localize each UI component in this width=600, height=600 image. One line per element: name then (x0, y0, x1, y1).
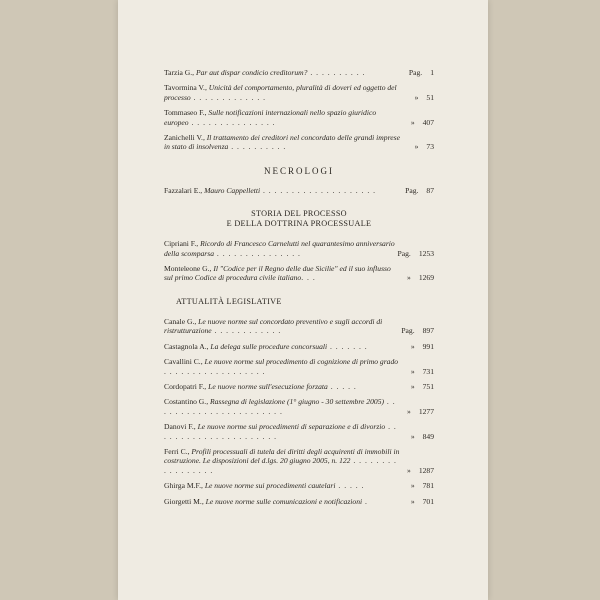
page-number: 751 (422, 381, 434, 391)
page-number: 781 (422, 481, 434, 491)
entry-author: Tarzia G., (164, 68, 196, 77)
toc-attualita (164, 317, 434, 506)
page-marker: » (407, 406, 411, 416)
entry-dots: . . . . . . . . . . (228, 142, 287, 152)
entry-dots: . . . . . (335, 481, 365, 491)
entry-author: Tavormina V., (164, 83, 209, 93)
section-heading-line: E DELLA DOTTRINA PROCESSUALE (226, 219, 372, 229)
toc-entry (164, 186, 434, 195)
toc-entry (164, 108, 434, 127)
page-marker: » (410, 431, 415, 441)
entry-title: Il trattamento dei creditori nel concordato delle grandi imprese in stato di insolvenza (164, 133, 400, 152)
entry-title: Rassegna di legislazione (1° giugno - 30 settembre 2005) (210, 397, 385, 407)
entry-author: Cordopatri F., (164, 381, 209, 391)
toc-entry (164, 422, 434, 441)
page-marker: Pag. (405, 185, 419, 195)
entry-dots: . . . . . . . . . . . . . . . . . . . . . . (164, 422, 397, 441)
toc-entry (164, 497, 434, 506)
page-number: 897 (422, 326, 434, 336)
page-number: 73 (426, 142, 434, 152)
page-marker: » (407, 273, 411, 283)
entry-title: Par aut dispar condicio creditorum? (195, 68, 308, 77)
entry-title: Le nuove norme sul procedimento di cognizione di primo grado (204, 357, 399, 367)
section-heading-storia (164, 209, 434, 229)
page-number: 731 (422, 366, 434, 376)
entry-title: Le nuove norme sull'esecuzione forzata (208, 381, 328, 391)
entry-title: Le nuove norme sul concordato preventivo e sugli accordi di ristrutturazione (164, 316, 383, 336)
entry-author: Tommaseo F., (164, 108, 209, 118)
entry-dots: . . . . . . . . . . (307, 68, 366, 77)
section-heading-necrologi: NECROLOGI (264, 165, 334, 176)
page-marker: » (410, 381, 415, 391)
entry-author: Danovi F., (164, 422, 198, 432)
page-marker: » (410, 481, 415, 491)
entry-dots: . . . . . . . . . . . . . . . (214, 248, 301, 258)
entry-title: Ricordo di Francesco Carnelutti nel quarantesimo anniversario della scomparsa (164, 239, 395, 258)
entry-dots: . . . . . . . . . . . . . (190, 92, 267, 102)
entry-dots: . . . . . . . . . . . . . . . . . . . . (260, 185, 377, 195)
page-number: 1 (430, 68, 434, 77)
toc-entry (164, 382, 434, 391)
section-heading-line: STORIA DEL PROCESSO (251, 209, 347, 219)
entry-dots: . . . . . (327, 381, 357, 391)
entry-dots: . . . . . . . . . . . . . . . . . (164, 456, 397, 475)
entry-author: Castagnola A., (164, 341, 211, 351)
toc-entry (164, 481, 434, 490)
page-marker: Pag. (401, 326, 415, 336)
toc-entry (164, 239, 434, 258)
toc-part1 (164, 68, 434, 152)
page-number: 1253 (418, 248, 434, 258)
entry-dots: . (362, 496, 368, 506)
toc-entry (164, 357, 434, 376)
entry-author: Cavallini C., (164, 357, 205, 367)
page-number: 1269 (418, 273, 434, 283)
page-marker: Pag. (397, 248, 411, 258)
toc-entry (164, 133, 434, 152)
entry-dots: . . . . . . . (327, 341, 368, 351)
entry-author: Ferri C., (164, 446, 192, 456)
toc-entry (164, 447, 434, 475)
toc-entry (164, 68, 434, 77)
page-marker: » (410, 496, 415, 506)
entry-author: Cipriani F., (164, 239, 201, 249)
entry-title: Il "Codice per il Regno delle due Sicilie" ed il suo influsso sul primo Codice di procedura civile italiano (164, 264, 391, 283)
page-marker: » (407, 465, 411, 475)
toc-entry (164, 397, 434, 416)
entry-title: Le nuove norme sulle comunicazioni e notificazioni (205, 496, 363, 506)
entry-dots: . . . . . . . . . . . . (211, 326, 282, 336)
page-number: 407 (422, 117, 434, 127)
toc-entry (164, 264, 434, 283)
entry-dots: . . . . . . . . . . . . . . . . . . . . . . . (164, 397, 396, 416)
entry-author: Ghirga M.F., (164, 481, 205, 491)
toc-entry (164, 342, 434, 351)
page-marker: » (410, 341, 415, 351)
entry-title: Profili processuali di tutela dei diritti degli acquirenti di immobili in costruzione. Le disposizioni del d.lgs. 20 giugno 2005, n. 122 (164, 446, 400, 466)
entry-author: Giorgetti M., (164, 496, 206, 506)
table-of-contents (164, 68, 434, 512)
entry-title: Unicità del comportamento, pluralità di doveri ed oggetto del processo (164, 83, 397, 102)
entry-dots: . . . (301, 273, 316, 283)
page-number: 1277 (418, 406, 434, 416)
page-marker: » (410, 117, 415, 127)
page-marker: » (410, 366, 415, 376)
entry-dots: . . . . . . . . . . . . . . . . . . (164, 366, 266, 376)
page-number: 991 (422, 341, 434, 351)
entry-title: Le nuove norme sui procedimenti di separazione e di divorzio (197, 422, 386, 432)
entry-title: Sulle notificazioni internazionali nello spazio giuridico europeo (164, 108, 377, 127)
entry-title: La delega sulle procedure concorsuali (210, 341, 328, 351)
entry-author: Costantino G., (164, 397, 210, 407)
entry-author: Fazzalari E., (164, 185, 205, 195)
toc-entry (164, 83, 434, 102)
entry-title: Mauro Cappelletti (204, 185, 261, 195)
page-number: 701 (422, 496, 434, 506)
toc-entry (164, 317, 434, 336)
page-marker: » (414, 92, 419, 102)
page-marker: Pag. (408, 68, 423, 77)
entry-author: Monteleone G., (164, 264, 214, 274)
page-number: 87 (426, 185, 434, 195)
section-heading-attualita: ATTUALITÀ LEGISLATIVE (176, 296, 282, 306)
page-number: 1287 (418, 465, 434, 475)
entry-author: Zanichelli V., (164, 133, 207, 143)
entry-author: Canale G., (164, 316, 199, 326)
page-marker: » (414, 142, 419, 152)
entry-dots: . . . . . . . . . . . . . . . (188, 117, 276, 127)
page-number: 51 (426, 92, 434, 102)
page-number: 849 (422, 431, 434, 441)
entry-title: Le nuove norme sui procedimenti cautelari (204, 481, 336, 491)
